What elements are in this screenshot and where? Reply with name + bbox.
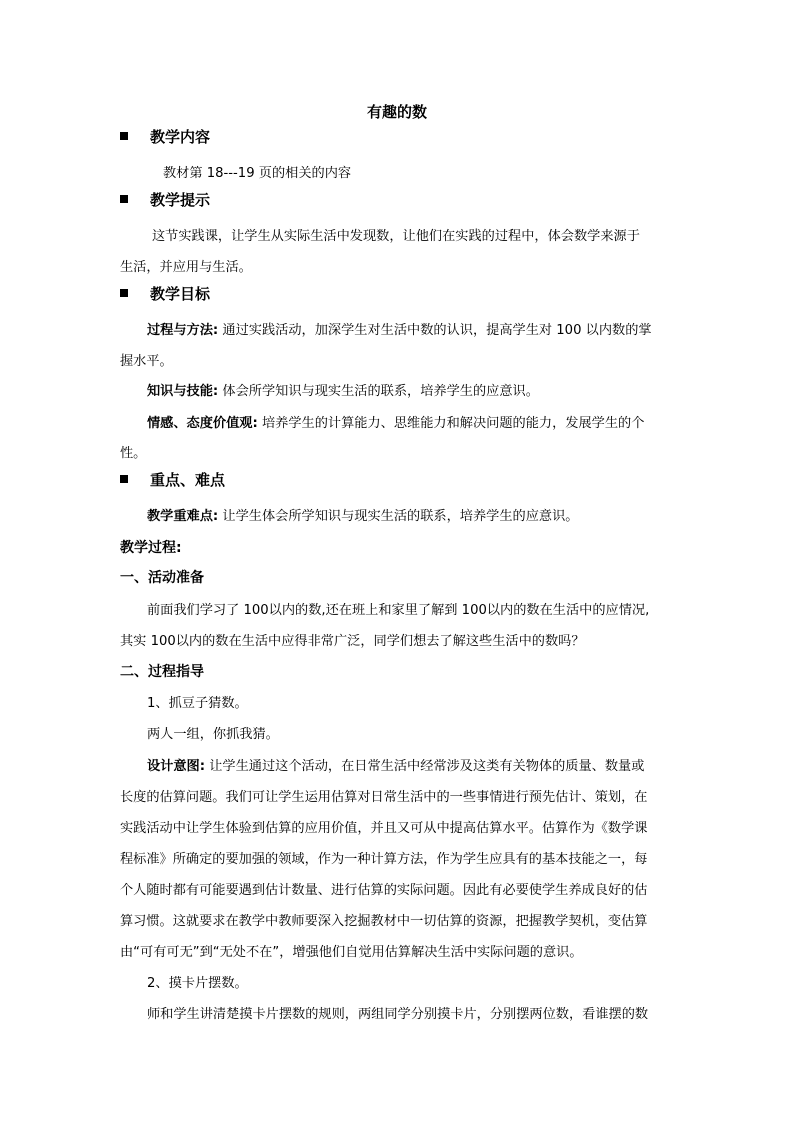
prep-heading: 一、活动准备 bbox=[120, 570, 204, 586]
bullet-icon bbox=[120, 475, 128, 483]
goal-knowledge-skill: 知识与技能: 体会所学知识与现实生活的联系，培养学生的应意识。 bbox=[147, 384, 539, 399]
section-heading-content: 教学内容 bbox=[120, 126, 210, 148]
prep-line-1: 前面我们学习了 100以内的数,还在班上和家里了解到 100以内的数在生活中的应情况, bbox=[147, 603, 650, 618]
key-points-line: 教学重难点: 让学生体会所学知识与现实生活的联系，培养学生的应意识。 bbox=[147, 509, 579, 524]
document-title: 有趣的数 bbox=[366, 103, 427, 121]
design-intent-line-3: 实践活动中让学生体验到估算的应用价值，并且又可从中提高估算水平。估算作为《数学课 bbox=[120, 821, 648, 836]
design-intent-line-7: 由“可有可无”到“无处不在”，增强他们自觉用估算解决生活中实际问题的意识。 bbox=[120, 945, 583, 960]
design-intent-line-5: 个人随时都有可能要遇到估计数量、进行估算的实际问题。因此有必要使学生养成良好的估 bbox=[120, 883, 648, 898]
guide-item-2-desc: 师和学生讲清楚摸卡片摆数的规则，两组同学分别摸卡片，分别摆两位数，看谁摆的数 bbox=[147, 1007, 649, 1022]
hint-line-2: 生活，并应用与生活。 bbox=[120, 260, 252, 275]
design-intent-line-6: 算习惯。这就要求在教学中教师要深入挖掘教材中一切估算的资源，把握教学契机，变估算 bbox=[120, 914, 648, 929]
guide-item-1: 1、抓豆子猜数。 bbox=[147, 696, 248, 711]
design-intent-line-2: 长度的估算问题。我们可让学生运用估算对日常生活中的一些事情进行预先估计、策划，在 bbox=[120, 790, 648, 805]
guide-item-1-desc: 两人一组，你抓我猜。 bbox=[147, 727, 279, 742]
section-heading-goals: 教学目标 bbox=[120, 283, 210, 305]
goal-process-method-cont: 握水平。 bbox=[120, 354, 173, 369]
hint-line-1: 这节实践课，让学生从实际生活中发现数，让他们在实践的过程中，体会数学来源于 bbox=[152, 229, 640, 244]
content-line: 教材第 18---19 页的相关的内容 bbox=[163, 166, 352, 181]
prep-line-2: 其实 100以内的数在生活中应得非常广泛，同学们想去了解这些生活中的数吗？ bbox=[120, 634, 585, 649]
design-intent-line-4: 程标准》所确定的要加强的领域，作为一种计算方法，作为学生应具有的基本技能之一，每 bbox=[120, 852, 648, 867]
design-intent-line-1: 设计意图: 让学生通过这个活动，在日常生活中经常涉及这类有关物体的质量、数量或 bbox=[147, 759, 645, 774]
process-heading: 教学过程: bbox=[120, 540, 182, 556]
goal-emotion-values-cont: 性。 bbox=[120, 446, 147, 461]
guide-item-2: 2、摸卡片摆数。 bbox=[147, 976, 248, 991]
goal-process-method: 过程与方法: 通过实践活动，加深学生对生活中数的认识，提高学生对 100 以内数的掌 bbox=[147, 323, 652, 338]
guide-heading: 二、过程指导 bbox=[120, 664, 204, 680]
section-heading-key-points: 重点、难点 bbox=[120, 469, 225, 491]
bullet-icon bbox=[120, 132, 128, 140]
goal-emotion-values: 情感、态度价值观: 培养学生的计算能力、思维能力和解决问题的能力，发展学生的个 bbox=[147, 416, 645, 431]
section-heading-hint: 教学提示 bbox=[120, 189, 210, 211]
bullet-icon bbox=[120, 289, 128, 297]
bullet-icon bbox=[120, 195, 128, 203]
